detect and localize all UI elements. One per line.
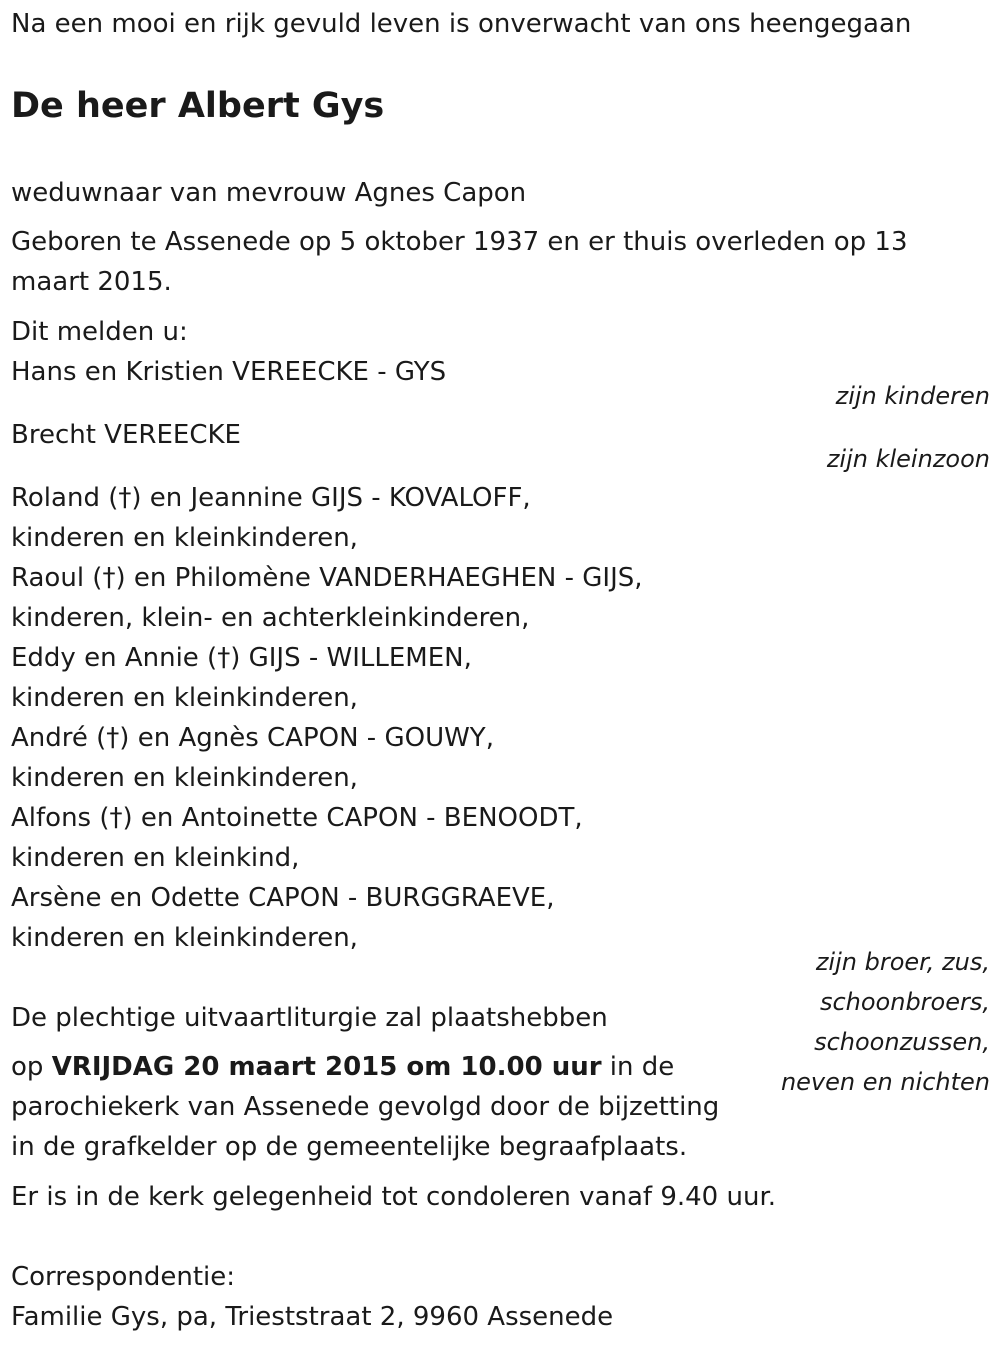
correspondence-label: Correspondentie: <box>11 1262 235 1292</box>
sibling-line: Raoul (†) en Philomène VANDERHAEGHEN - GIJS, <box>11 563 643 593</box>
funeral-suffix: in de <box>601 1052 675 1082</box>
sibling-line: Eddy en Annie (†) GIJS - WILLEMEN, <box>11 643 472 673</box>
sibling-line: Alfons (†) en Antoinette CAPON - BENOODT, <box>11 803 583 833</box>
announce-text: Dit melden u: <box>11 317 188 347</box>
sibling-line: kinderen en kleinkinderen, <box>11 523 358 553</box>
sibling-line: kinderen en kleinkind, <box>11 843 300 873</box>
sibling-line: André (†) en Agnès CAPON - GOUWY, <box>11 723 494 753</box>
deceased-name: De heer Albert Gys <box>11 86 385 126</box>
siblings-role-line: schoonbroers, <box>819 988 990 1016</box>
birth-death-line-1: Geboren te Assenede op 5 oktober 1937 en er thuis overleden op 13 <box>11 227 908 257</box>
spouse-text: weduwnaar van mevrouw Agnes Capon <box>11 178 527 208</box>
sibling-line: kinderen en kleinkinderen, <box>11 683 358 713</box>
grandchild-role: zijn kleinzoon <box>826 445 990 473</box>
siblings-role-line: schoonzussen, <box>814 1028 990 1056</box>
funeral-line-2 <box>11 1047 674 1087</box>
funeral-line-1: De plechtige uitvaartliturgie zal plaatshebben <box>11 1003 608 1033</box>
children-role: zijn kinderen <box>835 382 990 410</box>
sibling-line: kinderen, klein- en achterkleinkinderen, <box>11 603 530 633</box>
correspondence-address: Familie Gys, pa, Trieststraat 2, 9960 Assenede <box>11 1302 614 1332</box>
funeral-prefix: op <box>11 1052 52 1082</box>
condolence-text: Er is in de kerk gelegenheid tot condoleren vanaf 9.40 uur. <box>11 1182 777 1212</box>
children-names: Hans en Kristien VEREECKE - GYS <box>11 357 447 387</box>
funeral-date: VRIJDAG 20 maart 2015 om 10.00 uur <box>51 1052 602 1082</box>
grandchild-name: Brecht VEREECKE <box>11 420 241 450</box>
funeral-line-3: parochiekerk van Assenede gevolgd door de bijzetting <box>11 1092 720 1122</box>
funeral-line-4: in de grafkelder op de gemeentelijke begraafplaats. <box>11 1132 688 1162</box>
sibling-line: Arsène en Odette CAPON - BURGGRAEVE, <box>11 883 555 913</box>
sibling-line: kinderen en kleinkinderen, <box>11 763 358 793</box>
siblings-role-line: neven en nichten <box>780 1068 990 1096</box>
siblings-role-line: zijn broer, zus, <box>815 948 990 976</box>
intro-text: Na een mooi en rijk gevuld leven is onverwacht van ons heengegaan <box>11 9 912 39</box>
sibling-line: kinderen en kleinkinderen, <box>11 923 358 953</box>
sibling-line: Roland (†) en Jeannine GIJS - KOVALOFF, <box>11 483 531 513</box>
birth-death-line-2: maart 2015. <box>11 267 172 297</box>
